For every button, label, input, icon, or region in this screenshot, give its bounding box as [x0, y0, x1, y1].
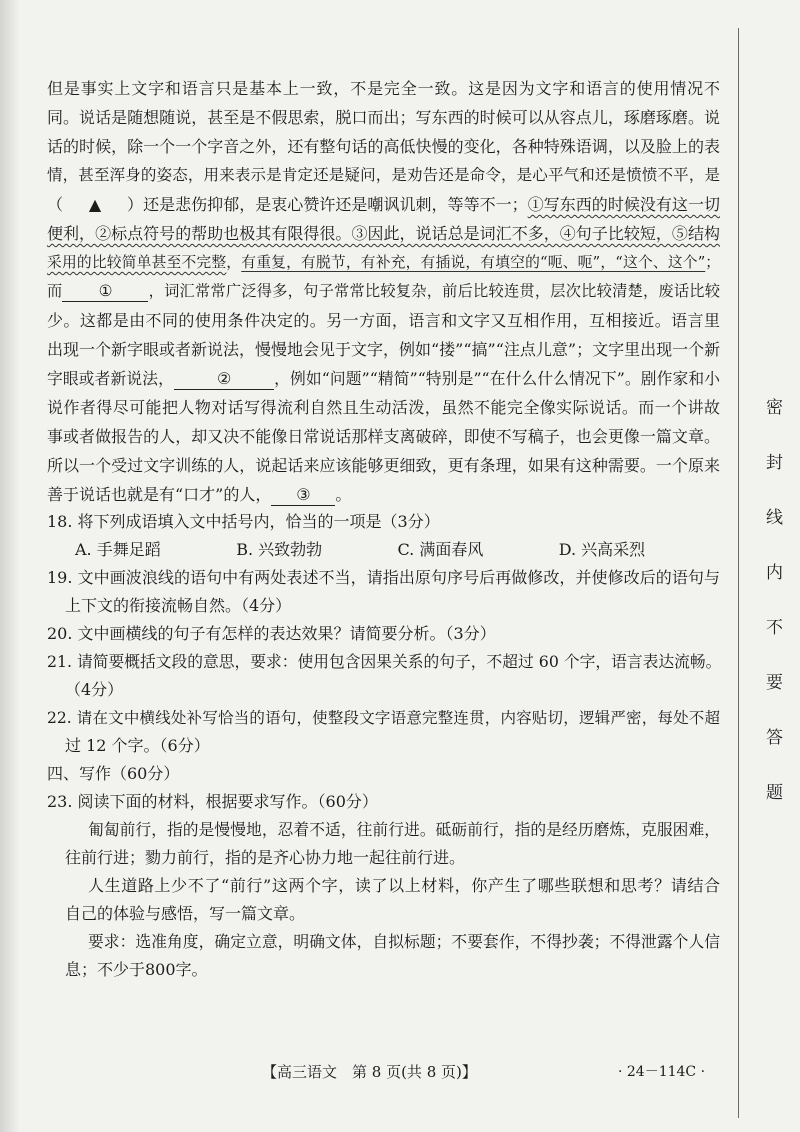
- passage-line: [47, 74, 720, 103]
- passage-text: 话的时候，除一个一个字音之外，还有整句话的高低快慢的变化，各种特殊语调，以及脸上的表: [47, 137, 720, 156]
- option-d: D. 兴高采烈: [558, 540, 646, 559]
- question-21-line: （4分）: [65, 680, 124, 699]
- passage-text: 说作者得尽可能把人物对话写得流利自然且生动活泼，虽然不能完全像实际说话。而一个讲故: [47, 398, 720, 417]
- fill-blank-2: ②: [174, 369, 274, 390]
- questions-section: [47, 508, 720, 984]
- scan-edge-shadow: [0, 0, 20, 1132]
- passage-text: ；: [705, 254, 721, 271]
- page-footer-info: 【高三语文 第 8 页(共 8 页)】: [262, 1063, 477, 1081]
- option-a: A. 手舞足蹈: [75, 540, 161, 559]
- wavy-underlined-sentence: 采用的比较简单甚至不完整: [47, 254, 227, 271]
- material-line: 自己的体验与感悟，写一篇文章。: [65, 904, 306, 923]
- question-23-stem: 23. 阅读下面的材料，根据要求写作。（60分）: [47, 792, 378, 811]
- passage-line: [47, 277, 720, 306]
- passage-text: ，: [226, 254, 242, 271]
- passage-line: [47, 364, 720, 393]
- question-19-line: 19. 文中画波浪线的语句中有两处表述不当，请指出原句序号后再做修改，并使修改后的语句与: [47, 568, 720, 587]
- idiom-blank-triangle: ▲: [88, 195, 102, 214]
- passage-text: ，例如“问题”“精简”“特别是”“在什么什么情况下”。剧作家和小: [274, 369, 721, 388]
- seal-line-notice: 密封线内不要答题: [762, 398, 782, 838]
- material-line: 人生道路上少不了“前行”这两个字，读了以上材料，你产生了哪些联想和思考？请结合: [88, 876, 720, 895]
- underlined-sentence: 有重复，有脱节，有补充，有插说，有填空的“呃、呃”，“这个、这个”: [241, 254, 706, 271]
- question-18-options: [47, 536, 720, 564]
- passage-line: [47, 335, 720, 364]
- fill-blank-3: ③: [271, 485, 335, 506]
- option-c: C. 满面春风: [397, 540, 484, 559]
- wavy-underlined-sentence: ①写东西的时候没有这一切: [527, 195, 720, 214]
- reading-passage: [47, 74, 720, 509]
- passage-line: [47, 306, 720, 335]
- passage-line: [47, 422, 720, 451]
- passage-text: 但是事实上文字和语言只是基本上一致，不是完全一致。这是因为文字和语言的使用情况不: [47, 79, 720, 98]
- passage-text: ）还是悲伤抑郁，是衷心赞许还是嘲讽讥刺，等等不一；: [127, 195, 528, 214]
- passage-text: 同。说话是随想随说，甚至是不假思索，脱口而出；写东西的时候可以从容点儿，琢磨琢磨。说: [47, 108, 720, 127]
- passage-text: 而: [47, 282, 63, 300]
- material-line: 往前行进；勠力前行，指的是齐心协力地一起往前行进。: [65, 848, 466, 867]
- seal-line: [738, 28, 739, 1118]
- passage-line: [47, 103, 720, 132]
- passage-line: [47, 393, 720, 422]
- material-line: 匍匐前行，指的是慢慢地，忍着不适，往前行进。砥砺前行，指的是经历磨炼，克服困难，: [88, 820, 720, 839]
- passage-text: 出现一个新字眼或者新说法，慢慢地会见于文字，例如“搂”“搞”“注点儿意”；文字里出现一个新: [47, 340, 721, 359]
- passage-text: 善于说话也就是有“口才”的人，: [47, 485, 272, 504]
- passage-text: 。: [335, 485, 352, 504]
- wavy-underlined-sentence: 便利，②标点符号的帮助也极其有限得很。③因此，说话总是词汇不多，④句子比较短，⑤结构: [47, 224, 720, 243]
- passage-line: [47, 161, 720, 190]
- passage-line: [47, 219, 720, 248]
- passage-line: [47, 190, 720, 219]
- question-21-line: 21. 请简要概括文段的意思，要求：使用包含因果关系的句子，不超过 60 个字，语言表达流畅。: [47, 652, 722, 671]
- option-b: B. 兴致勃勃: [236, 540, 323, 559]
- question-20-line: 20. 文中画横线的句子有怎样的表达效果？请简要分析。（3分）: [47, 624, 496, 643]
- passage-text: 事或者做报告的人，却又决不能像日常说话那样支离破碎，即使不写稿子，也会更像一篇文章。: [47, 427, 720, 446]
- requirement-line: 息；不少于800字。: [65, 960, 208, 979]
- passage-line: [47, 132, 720, 161]
- question-18-stem: 18. 将下列成语填入文中括号内，恰当的一项是（3分）: [47, 512, 440, 531]
- passage-text: 字眼或者新说法，: [47, 369, 174, 388]
- requirement-line: 要求：选准角度，确定立意，明确文体，自拟标题；不要套作，不得抄袭；不得泄露个人信: [88, 932, 720, 951]
- parenthesis-open: （: [47, 195, 64, 214]
- passage-line: [47, 248, 720, 277]
- fill-blank-1: ①: [62, 281, 148, 302]
- question-22-line: 过 12 个字。（6分）: [65, 736, 210, 755]
- passage-text: 少。这都是由不同的使用条件决定的。另一方面，语言和文字又互相作用，互相接近。语言里: [47, 311, 720, 330]
- exam-code: · 24－114C ·: [618, 1064, 706, 1080]
- passage-text: 情，甚至浑身的姿态，用来表示是肯定还是疑问，是劝告还是命令，是心平气和还是愤愤不平，是: [47, 166, 720, 184]
- passage-line: [47, 451, 720, 480]
- question-22-line: 22. 请在文中横线处补写恰当的语句，使整段文字语意完整连贯，内容贴切，逻辑严密，每处不超: [47, 709, 720, 727]
- question-19-line: 上下文的衔接流畅自然。（4分）: [65, 596, 292, 615]
- passage-text: ，词汇常常广泛得多，句子常常比较复杂，前后比较连贯，层次比较清楚，废话比较: [148, 282, 721, 300]
- passage-line: [47, 480, 720, 509]
- section-title-writing: 四、写作（60分）: [47, 764, 180, 783]
- passage-text: 所以一个受过文字训练的人，说起话来应该能够更细致，更有条理，如果有这种需要。一个原来: [47, 456, 720, 475]
